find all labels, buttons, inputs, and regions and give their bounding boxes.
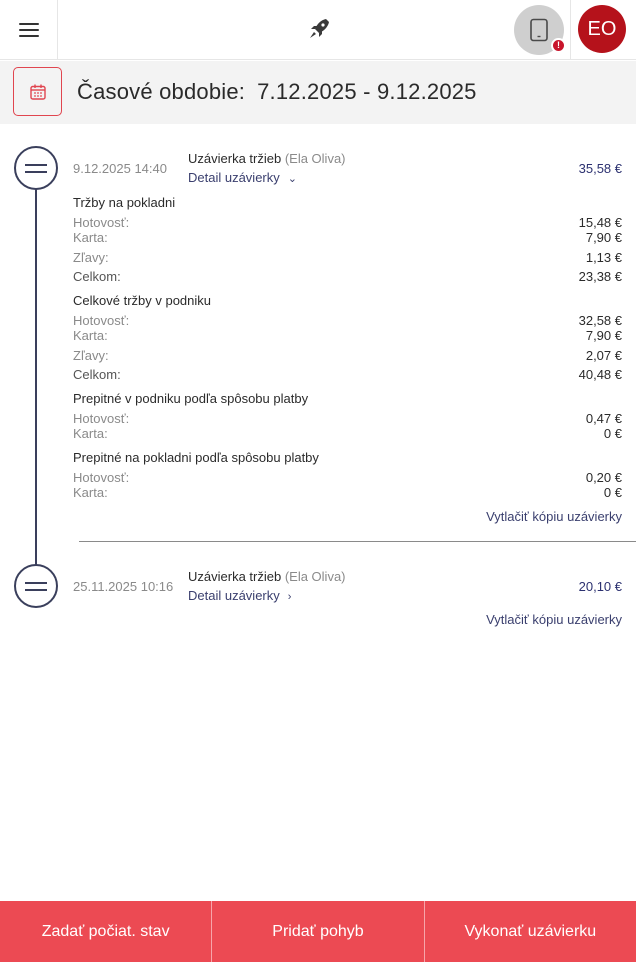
entry-total: 35,58 € xyxy=(578,161,622,176)
timeline-node[interactable] xyxy=(14,146,58,190)
section-heading: Celkové tržby v podniku xyxy=(73,293,212,308)
row-value: 1,13 € xyxy=(585,250,622,265)
calendar-icon xyxy=(29,83,47,101)
entry-total: 20,10 € xyxy=(578,579,622,594)
top-divider xyxy=(570,0,571,59)
timeline-line xyxy=(35,170,37,585)
calendar-button[interactable] xyxy=(13,67,62,116)
entry-divider xyxy=(79,541,636,542)
hamburger-icon xyxy=(19,23,39,37)
entry-user: (Ela Oliva) xyxy=(284,151,346,166)
entry-date: 9.12.2025 14:40 xyxy=(73,161,167,176)
row-value: 7,90 € xyxy=(585,328,622,343)
row-label: Celkom: xyxy=(73,367,121,382)
timeline-node[interactable] xyxy=(14,564,58,608)
row-label: Hotovosť: xyxy=(73,313,130,328)
closing-icon xyxy=(25,582,47,591)
closing-icon xyxy=(25,164,47,173)
add-movement-button[interactable]: Pridať pohyb xyxy=(211,901,423,962)
row-value: 32,58 € xyxy=(578,313,622,328)
row-label: Karta: xyxy=(73,230,108,245)
row-value: 23,38 € xyxy=(578,269,622,284)
period-title xyxy=(77,79,477,105)
period-label: Časové obdobie: xyxy=(77,79,246,104)
row-value: 0 € xyxy=(603,426,622,441)
row-label: Karta: xyxy=(73,426,108,441)
perform-closing-button[interactable]: Vykonať uzávierku xyxy=(424,901,636,962)
entry-title xyxy=(188,151,346,166)
row-label: Hotovosť: xyxy=(73,470,130,485)
detail-toggle[interactable] xyxy=(188,588,291,603)
device-alert-badge: ! xyxy=(551,38,566,53)
row-label: Hotovosť: xyxy=(73,411,130,426)
user-avatar[interactable]: EO xyxy=(578,5,626,53)
row-label: Zľavy: xyxy=(73,250,109,265)
rocket-logo-icon[interactable] xyxy=(306,16,332,42)
entry-title-text: Uzávierka tržieb xyxy=(188,569,282,584)
row-label: Karta: xyxy=(73,328,108,343)
row-label: Hotovosť: xyxy=(73,215,130,230)
detail-toggle[interactable] xyxy=(188,170,297,185)
chevron-down-icon: ⌄ xyxy=(287,173,297,185)
period-header xyxy=(0,61,636,124)
menu-button[interactable] xyxy=(0,0,58,59)
print-copy-link[interactable]: Vytlačiť kópiu uzávierky xyxy=(486,612,622,627)
row-value: 0,20 € xyxy=(585,470,622,485)
row-value: 40,48 € xyxy=(578,367,622,382)
print-copy-link[interactable]: Vytlačiť kópiu uzávierky xyxy=(486,509,622,524)
chevron-right-icon: › xyxy=(287,591,292,603)
row-value: 7,90 € xyxy=(585,230,622,245)
entry-title-text: Uzávierka tržieb xyxy=(188,151,282,166)
detail-label: Detail uzávierky xyxy=(188,170,280,185)
row-label: Karta: xyxy=(73,485,108,500)
entry-date: 25.11.2025 10:16 xyxy=(73,579,174,594)
bottom-action-bar xyxy=(0,901,636,962)
entry-title xyxy=(188,569,346,584)
row-label: Celkom: xyxy=(73,269,121,284)
top-bar xyxy=(0,0,636,60)
section-heading: Prepitné na pokladni podľa spôsobu platby xyxy=(73,450,319,465)
row-label: Zľavy: xyxy=(73,348,109,363)
period-range: 7.12.2025 - 9.12.2025 xyxy=(257,79,477,104)
set-initial-state-button[interactable]: Zadať počiat. stav xyxy=(0,901,211,962)
row-value: 0 € xyxy=(603,485,622,500)
row-value: 15,48 € xyxy=(578,215,622,230)
row-value: 2,07 € xyxy=(585,348,622,363)
entry-user: (Ela Oliva) xyxy=(284,569,346,584)
row-value: 0,47 € xyxy=(585,411,622,426)
detail-label: Detail uzávierky xyxy=(188,588,280,603)
section-heading: Prepitné v podniku podľa spôsobu platby xyxy=(73,391,309,406)
section-heading: Tržby na pokladni xyxy=(73,195,176,210)
tablet-icon xyxy=(529,18,549,42)
